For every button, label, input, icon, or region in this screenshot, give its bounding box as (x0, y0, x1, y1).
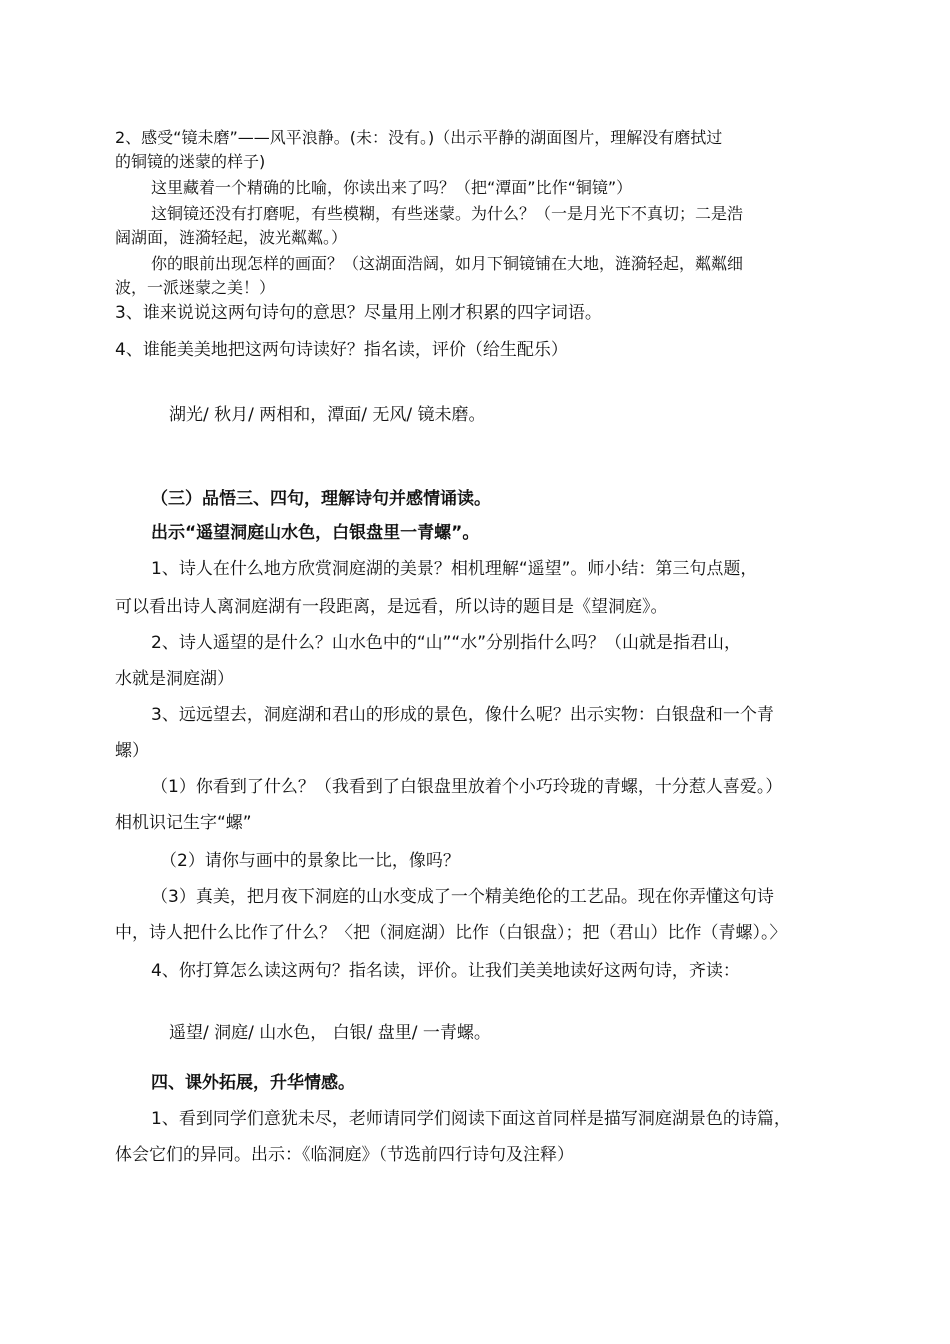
paragraph-line: 这里藏着一个精确的比喻，你读出来了吗？（把“潭面”比作“铜镜”） (151, 178, 633, 197)
poem-recitation-line: 湖光/ 秋月/ 两相和，潭面/ 无风/ 镜未磨。 (169, 405, 486, 425)
paragraph-line: 3、远远望去，洞庭湖和君山的形成的景色，像什么呢？出示实物：白银盘和一个青 (151, 705, 774, 725)
paragraph-line: 3、谁来说说这两句诗句的意思？尽量用上刚才积累的四字词语。 (115, 303, 602, 323)
paragraph-line: 体会它们的异同。出示：《临洞庭》（节选前四行诗句及注释） (115, 1145, 574, 1165)
paragraph-line: 中，诗人把什么比作了什么？〈把（洞庭湖）比作（白银盘）；把（君山）比作（青螺）。〉 (115, 923, 787, 943)
paragraph-line: 螺） (115, 741, 149, 761)
paragraph-line: 阔湖面，涟漪轻起，波光粼粼。） (115, 228, 348, 247)
section-heading: 四、课外拓展，升华情感。 (151, 1073, 355, 1093)
paragraph-line: 这铜镜还没有打磨呢，有些模糊，有些迷蒙。为什么？（一是月光下不真切；二是浩 (151, 204, 744, 223)
section-heading: （三）品悟三、四句，理解诗句并感情诵读。 (151, 489, 491, 509)
paragraph-line: 4、你打算怎么读这两句？指名读，评价。让我们美美地读好这两句诗，齐读： (151, 961, 740, 981)
paragraph-line: 水就是洞庭湖） (115, 669, 234, 689)
paragraph-line: （1）你看到了什么？（我看到了白银盘里放着个小巧玲珑的青螺，十分惹人喜爱。） (151, 777, 783, 797)
poem-recitation-line: 遥望/ 洞庭/ 山水色， 白银/ 盘里/ 一青螺。 (169, 1023, 491, 1043)
paragraph-line: 波，一派迷蒙之美！） (115, 278, 276, 297)
paragraph-line: 你的眼前出现怎样的画面？（这湖面浩阔，如月下铜镜铺在大地，涟漪轻起，粼粼细 (151, 254, 744, 273)
paragraph-line: 2、诗人遥望的是什么？山水色中的“山”“水”分别指什么吗？（山就是指君山， (151, 633, 742, 653)
paragraph-line: 1、看到同学们意犹未尽，老师请同学们阅读下面这首同样是描写洞庭湖景色的诗篇， (151, 1109, 791, 1129)
paragraph-line: 相机识记生字“螺” (115, 813, 252, 833)
paragraph-line: 可以看出诗人离洞庭湖有一段距离，是远看，所以诗的题目是《望洞庭》。 (115, 597, 668, 617)
paragraph-line: （3）真美，把月夜下洞庭的山水变成了一个精美绝伦的工艺品。现在你弄懂这句诗 (151, 887, 774, 907)
paragraph-line: 的铜镜的迷蒙的样子) (115, 152, 266, 171)
section-subheading: 出示“遥望洞庭山水色，白银盘里一青螺”。 (151, 523, 480, 543)
paragraph-line: 4、谁能美美地把这两句诗读好？指名读，评价（给生配乐） (115, 340, 568, 360)
paragraph-line: 1、诗人在什么地方欣赏洞庭湖的美景？相机理解“遥望”。师小结：第三句点题， (151, 559, 758, 579)
paragraph-line: 2、感受“镜未磨”——风平浪静。(未：没有。)（出示平静的湖面图片，理解没有磨拭过 (115, 128, 723, 147)
paragraph-line: （2）请你与画中的景象比一比，像吗？ (160, 851, 460, 871)
